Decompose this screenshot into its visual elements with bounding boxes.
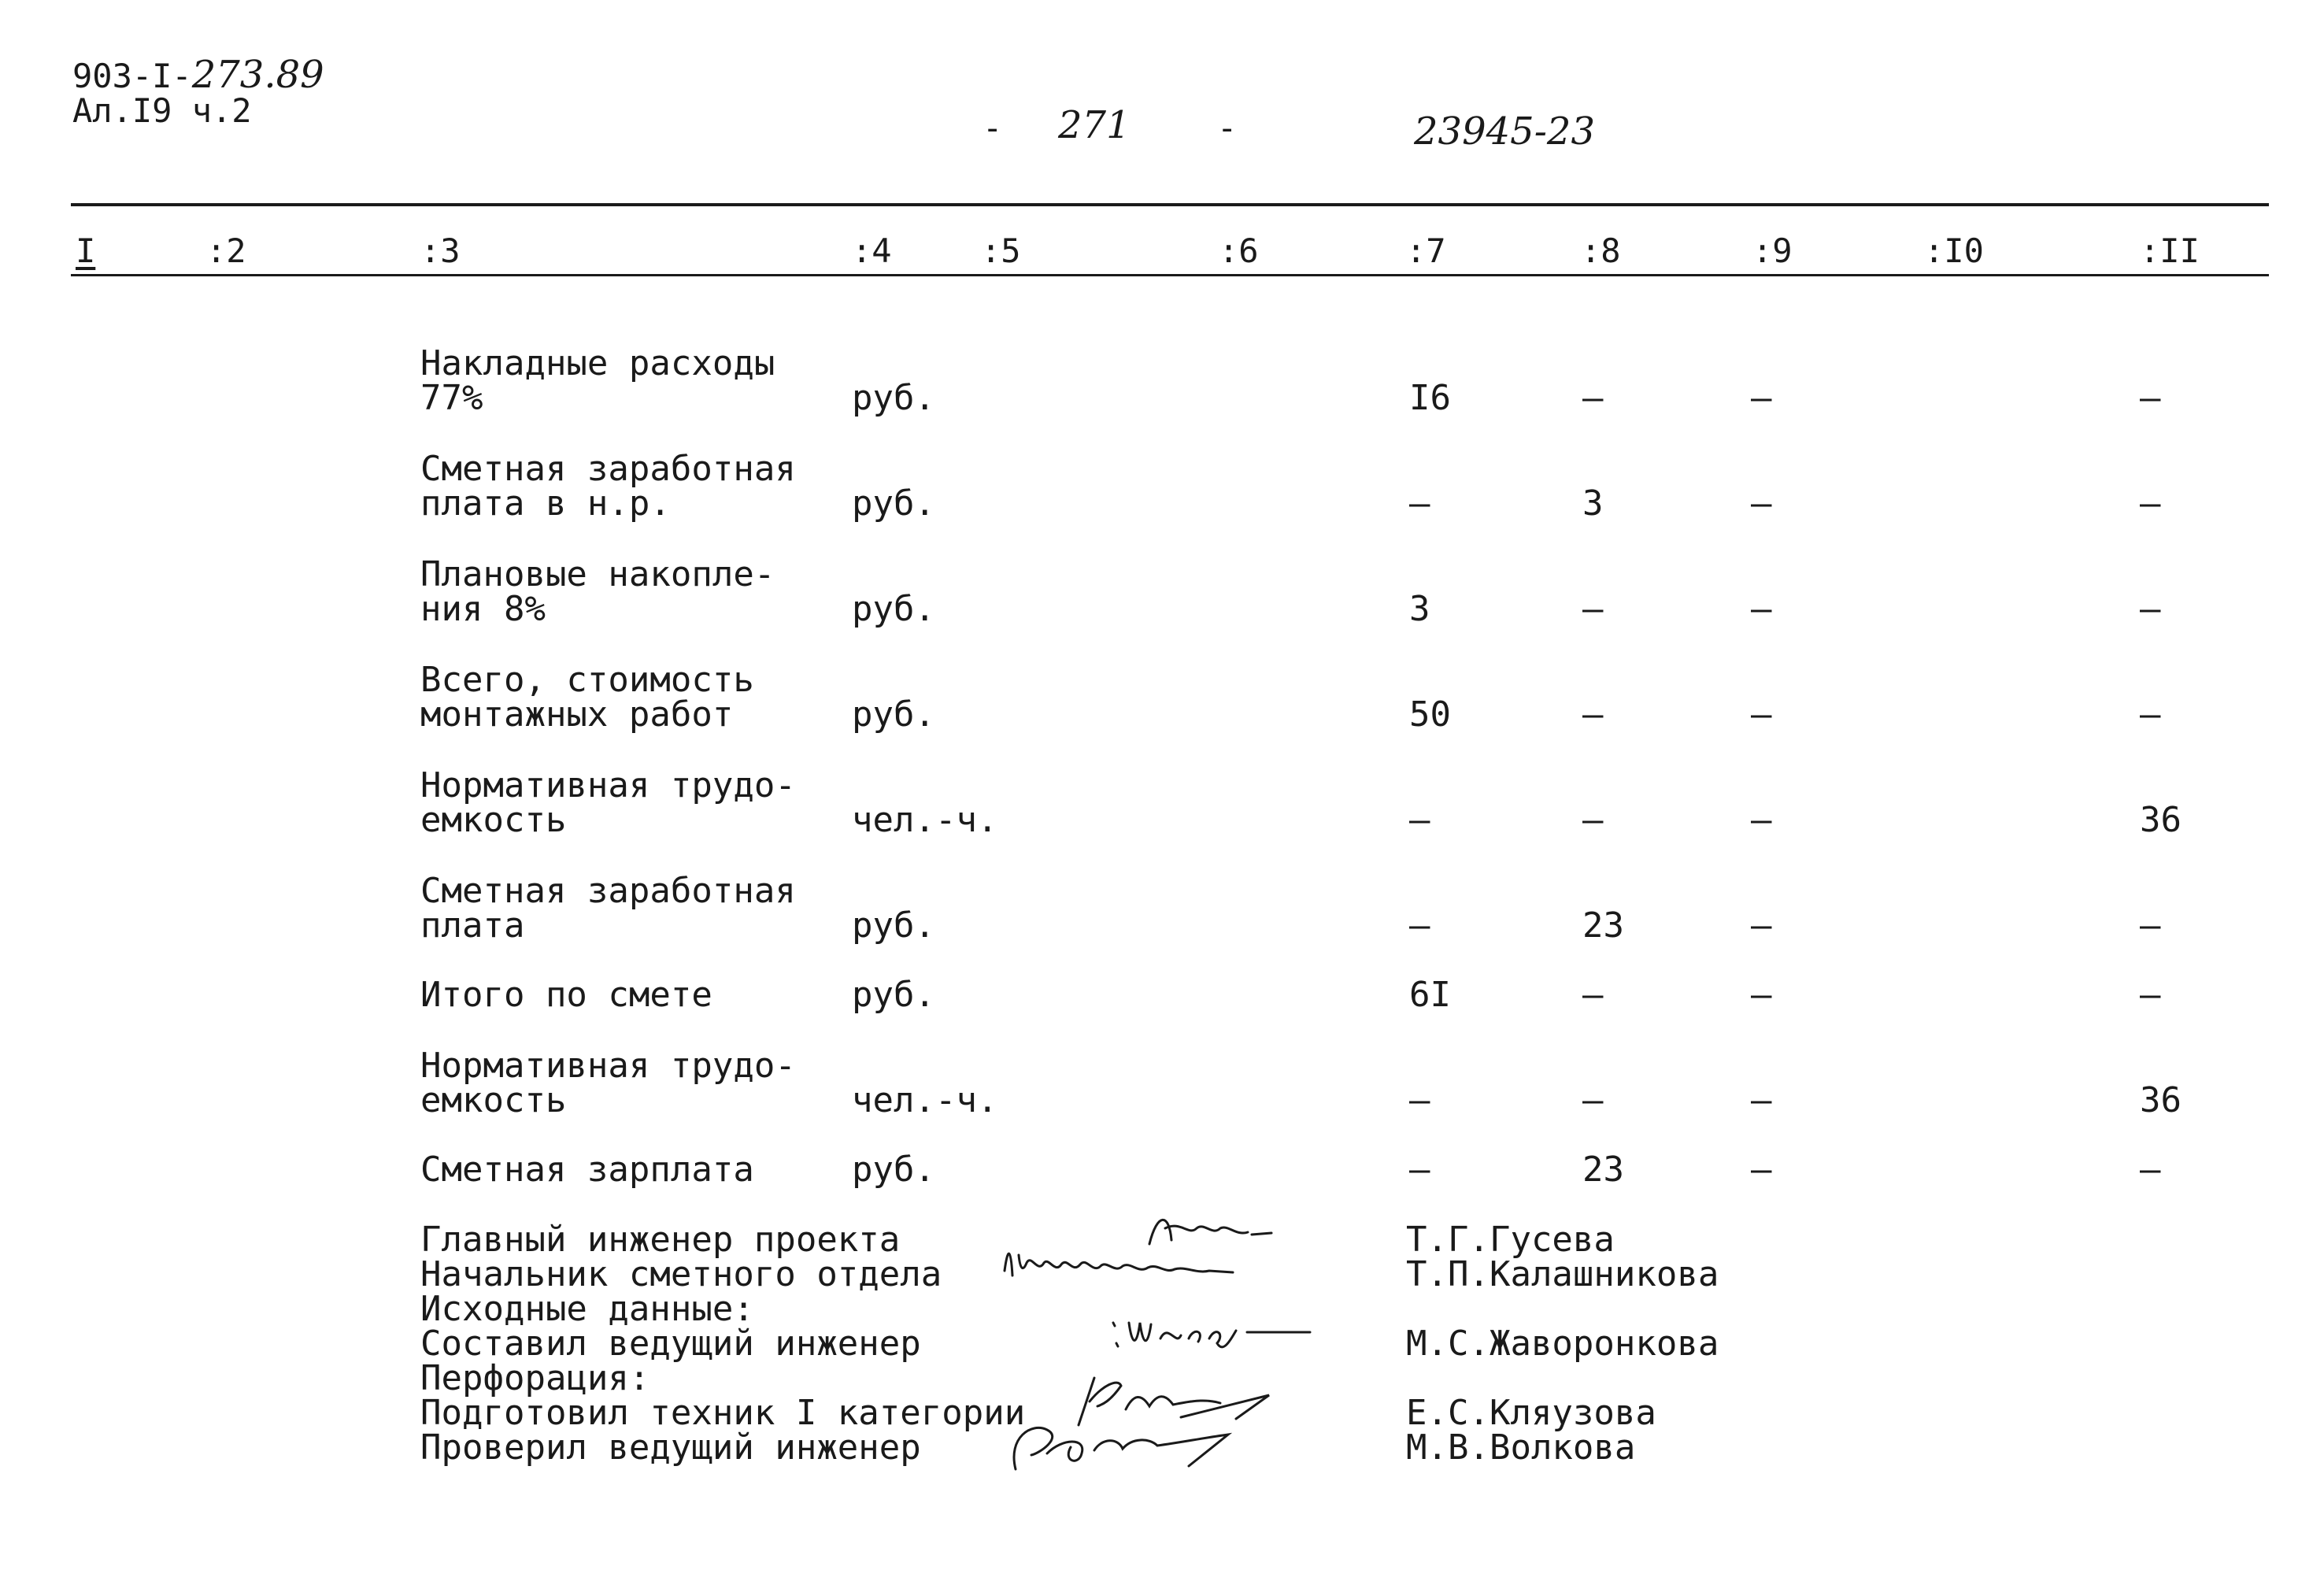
signature-estimate-head [997,1239,1264,1294]
row-col7: 50 [1409,694,1451,735]
sig-name: Т.П.Калашникова [1406,1254,1719,1294]
row-unit: руб. [852,1150,935,1190]
row-col8: – [1582,800,1604,840]
col-head-5: :5 [981,231,1021,270]
row-col7: – [1409,1150,1430,1190]
row-col9: – [1751,905,1772,946]
row-desc: Сметная заработная плата в н.р. [420,449,796,524]
row-col7: – [1409,905,1430,946]
header-rule [71,274,2269,276]
sig-role: Составил ведущий инженер [420,1324,921,1364]
top-rule [71,203,2269,206]
doc-code-printed: 903-I- [72,57,192,95]
row-desc: Накладные расходы 77% [420,343,775,418]
row-col11: – [2140,589,2161,629]
row-unit: руб. [852,694,935,735]
sig-role: Начальник сметного отдела [420,1254,942,1294]
row-col7: 6I [1409,975,1451,1015]
row-col8: 3 [1582,483,1604,524]
row-col11: 36 [2140,800,2182,840]
archive-number: 23945-23 [1414,109,1595,154]
row-col8: – [1582,589,1604,629]
sig-name: М.В.Волкова [1406,1427,1636,1468]
row-col8: – [1582,378,1604,418]
row-desc: Сметная заработная плата [420,871,796,946]
col-head-7: :7 [1406,231,1446,270]
row-desc: Нормативная трудо- емкость [420,765,796,840]
row-desc: Всего, стоимость монтажных работ [420,660,754,735]
row-col8: – [1582,694,1604,735]
row-unit: руб. [852,589,935,629]
page-dash-left: - [983,109,1003,147]
row-col7: – [1409,1080,1430,1120]
col-head-8: :8 [1581,231,1621,270]
row-desc: Итого по смете [420,975,712,1015]
signature-lead-engineer [1105,1307,1341,1362]
signature-checker [1000,1406,1252,1477]
row-unit: руб. [852,975,935,1015]
row-desc: Плановые накопле- ния 8% [420,554,775,629]
row-col7: – [1409,483,1430,524]
row-col11: – [2140,694,2161,735]
sig-role: Исходные данные: [420,1289,754,1329]
row-col9: – [1751,694,1772,735]
row-col9: – [1751,1080,1772,1120]
row-col9: – [1751,378,1772,418]
row-col8: 23 [1582,1150,1624,1190]
row-desc: Сметная зарплата [420,1150,754,1190]
row-col8: – [1582,975,1604,1015]
sig-name: М.С.Жаворонкова [1406,1324,1719,1364]
doc-code-handwritten: 273.89 [191,53,324,97]
row-desc: Нормативная трудо- емкость [420,1046,796,1120]
page-dash-right: - [1217,109,1238,147]
col-head-9: :9 [1752,231,1793,270]
row-col9: – [1751,800,1772,840]
row-col9: – [1751,1150,1772,1190]
sig-role: Перфорация: [420,1358,650,1398]
row-col7: I6 [1409,378,1451,418]
album-ref: Ал.I9 ч.2 [72,91,252,130]
row-unit: руб. [852,905,935,946]
row-col11: – [2140,378,2161,418]
row-col7: 3 [1409,589,1430,629]
row-col8: 23 [1582,905,1624,946]
sig-role: Подготовил техник I категории [420,1393,1026,1433]
row-unit: руб. [852,483,935,524]
row-col7: – [1409,800,1430,840]
page-number: 271 [1058,103,1131,147]
doc-code [72,53,324,97]
row-col9: – [1751,589,1772,629]
row-col11: – [2140,483,2161,524]
row-col11: – [2140,1150,2161,1190]
sig-name: Т.Г.Гусева [1406,1220,1615,1260]
row-col11: – [2140,975,2161,1015]
col-head-1: I [76,231,96,270]
row-col11: – [2140,905,2161,946]
row-unit: чел.-ч. [852,1080,998,1120]
col-head-3: :3 [420,231,461,270]
row-unit: чел.-ч. [852,800,998,840]
col-head-2: :2 [206,231,246,270]
col-head-10: :I0 [1924,231,1984,270]
col-head-6: :6 [1219,231,1259,270]
row-unit: руб. [852,378,935,418]
col-head-11: :II [2140,231,2200,270]
row-col8: – [1582,1080,1604,1120]
sig-role: Главный инженер проекта [420,1220,901,1260]
sig-role: Проверил ведущий инженер [420,1427,921,1468]
col-head-4: :4 [852,231,892,270]
sig-name: Е.С.Кляузова [1406,1393,1656,1433]
row-col9: – [1751,975,1772,1015]
row-col9: – [1751,483,1772,524]
row-col11: 36 [2140,1080,2182,1120]
